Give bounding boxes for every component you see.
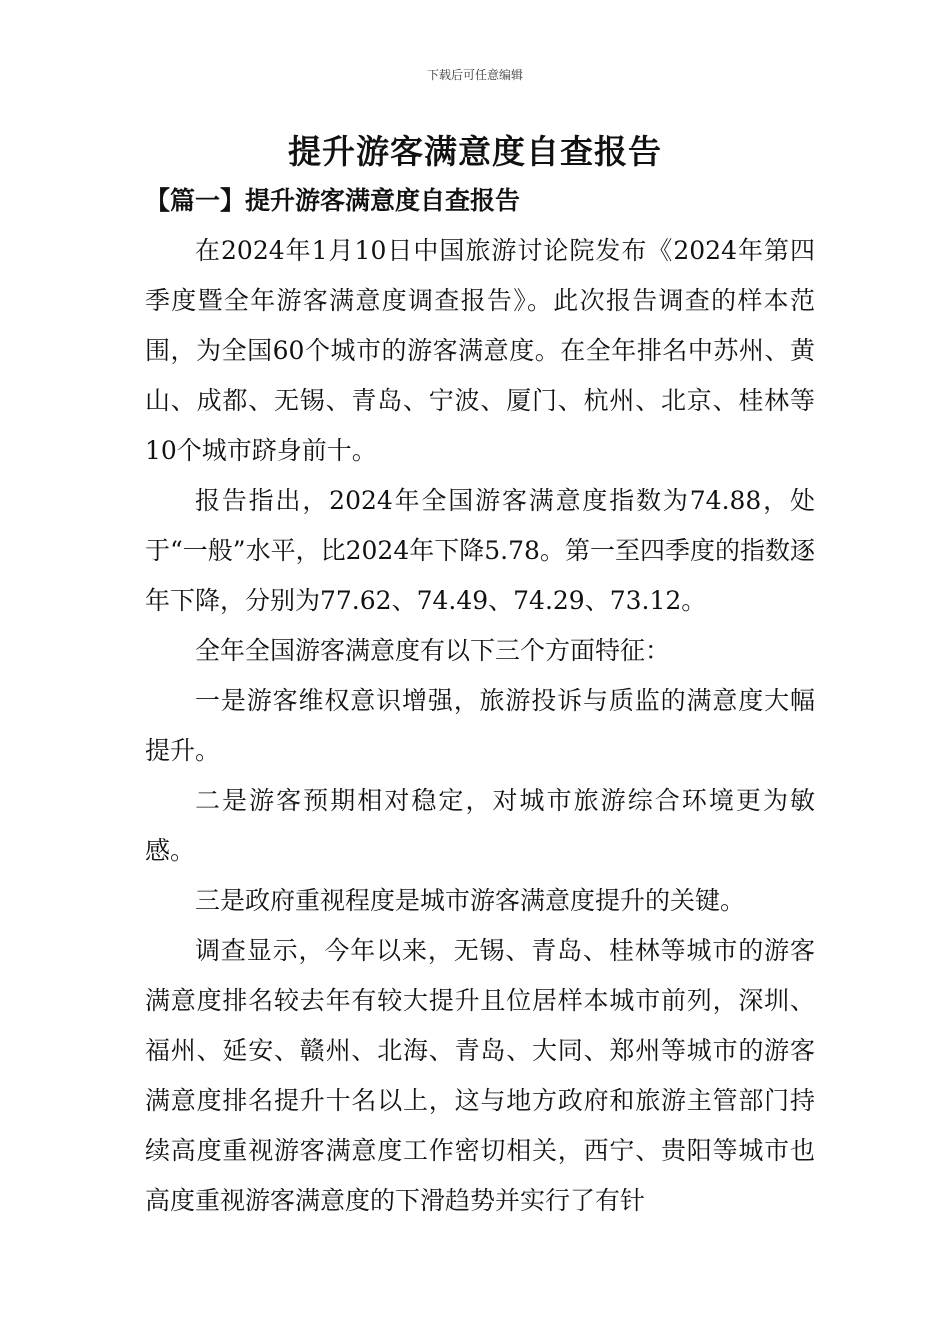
paragraph-feature-one: 一是游客维权意识增强，旅游投诉与质监的满意度大幅提升。 [145, 686, 815, 765]
section-heading: 【篇一】提升游客满意度自查报告 [145, 186, 521, 215]
header-note: 下载后可任意编辑 [426, 68, 523, 82]
document-body [145, 226, 815, 1226]
paragraph-feature-two: 二是游客预期相对稳定，对城市旅游综合环境更为敏感。 [145, 786, 815, 865]
paragraph-index-summary: 报告指出，2024年全国游客满意度指数为74.88，处于“一般”水平，比2024年下降5.78。第一至四季度的指数逐年下降，分别为77.62、74.49、74.29、73.12。 [145, 486, 815, 615]
paragraph-survey-findings: 调查显示，今年以来，无锡、青岛、桂林等城市的游客满意度排名较去年有较大提升且位居样本城市前列，深圳、福州、延安、赣州、北海、青岛、大同、郑州等城市的游客满意度排名提升十名以上，这与地方政府和旅游主管部门持续高度重视游客满意度工作密切相关，西宁、贵阳等城市也高度重视游客满意度的下滑趋势并实行了有针 [145, 936, 815, 1215]
paragraph-features-intro: 全年全国游客满意度有以下三个方面特征： [195, 636, 671, 665]
paragraph-feature-three: 三是政府重视程度是城市游客满意度提升的关键。 [195, 886, 746, 915]
document-title: 提升游客满意度自查报告 [288, 132, 662, 171]
paragraph-report-release: 在2024年1月10日中国旅游讨论院发布《2024年第四季度暨全年游客满意度调查报告》。此次报告调查的样本范围，为全国60个城市的游客满意度。在全年排名中苏州、黄山、成都、无锡、青岛、宁波、厦门、杭州、北京、桂林等10个城市跻身前十。 [145, 236, 815, 465]
